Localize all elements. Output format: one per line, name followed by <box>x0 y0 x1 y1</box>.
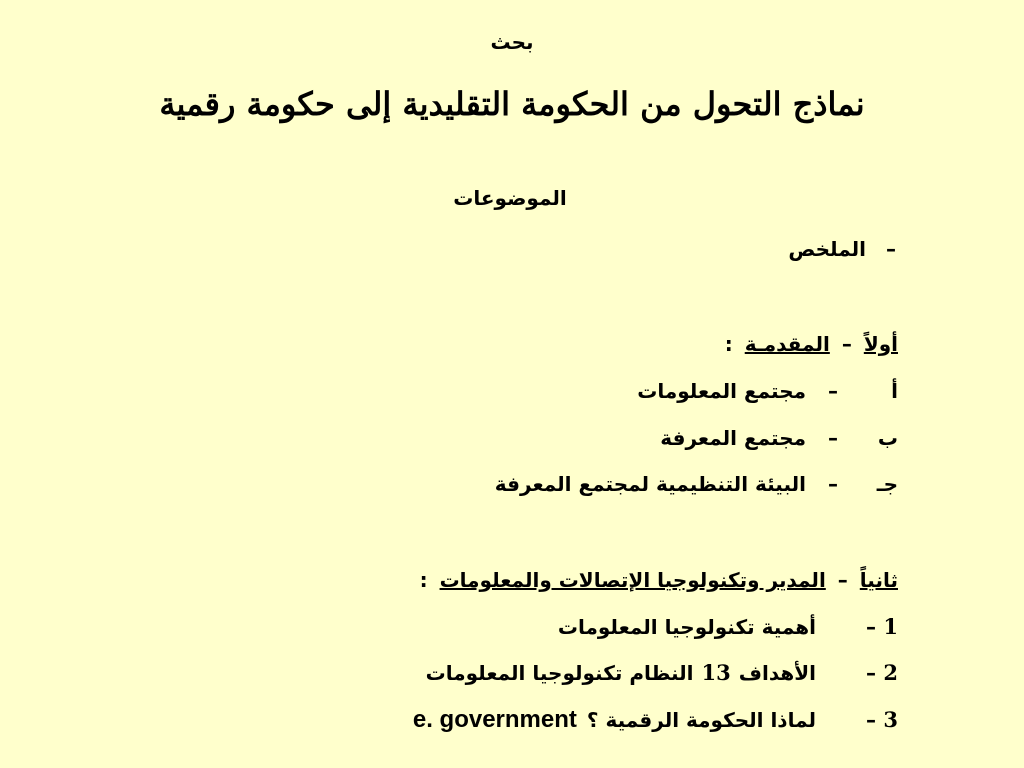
summary-dash: – <box>886 237 896 261</box>
document-label: بحث <box>490 30 534 54</box>
item-dash: – <box>828 379 838 403</box>
item-dash: – <box>866 708 876 732</box>
item-text-rest: النظام تكنولوجيا المعلومات <box>425 661 694 685</box>
item-dash: – <box>828 472 838 496</box>
section-2-dash: – <box>837 568 848 592</box>
section-2-colon: : <box>419 568 428 592</box>
list-item <box>558 610 898 644</box>
section-1-title: المقدمـة <box>744 332 830 356</box>
item-marker: أ <box>891 379 898 403</box>
item-number: 13 <box>701 660 731 685</box>
item-text: الأهداف <box>738 661 816 685</box>
item-marker: 1 <box>883 614 898 639</box>
item-text: مجتمع المعرفة <box>660 426 806 450</box>
list-item <box>426 656 898 690</box>
list-item <box>660 421 898 455</box>
item-dash: – <box>866 615 876 639</box>
list-item <box>413 703 898 737</box>
item-text: مجتمع المعلومات <box>637 379 806 403</box>
list-item <box>495 467 898 501</box>
item-dash: – <box>828 426 838 450</box>
item-text: أهمية تكنولوجيا المعلومات <box>557 615 816 639</box>
summary-label: الملخص <box>788 237 866 261</box>
item-latin-text: e. government <box>412 706 577 733</box>
page-title: نماذج التحول من الحكومة التقليدية إلى حكومة رقمية <box>159 85 865 123</box>
section-1-dash: – <box>841 332 852 356</box>
section-1-heading <box>725 327 898 361</box>
section-1-marker: أولاً <box>863 332 898 356</box>
list-item <box>637 374 898 408</box>
item-marker: جـ <box>876 472 898 496</box>
topics-heading: الموضوعات <box>453 186 567 210</box>
item-dash: – <box>866 661 876 685</box>
item-text: لماذا الحكومة الرقمية ؟ <box>586 708 816 732</box>
section-2-marker: ثانياً <box>859 568 898 592</box>
summary-item <box>788 232 896 266</box>
section-2-heading <box>420 563 898 597</box>
section-2-title: المدير وتكنولوجيا الإتصالات والمعلومات <box>439 568 826 592</box>
item-text: البيئة التنظيمية لمجتمع المعرفة <box>494 472 806 496</box>
item-marker: 2 <box>883 660 898 685</box>
item-marker: 3 <box>883 707 898 732</box>
item-marker: ب <box>877 426 898 450</box>
section-1-colon: : <box>724 332 733 356</box>
